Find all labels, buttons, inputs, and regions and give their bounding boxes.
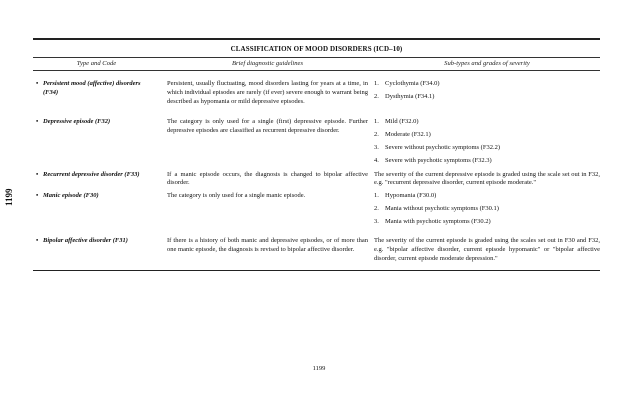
table-title: CLASSIFICATION OF MOOD DISORDERS (ICD–10) [230, 44, 403, 53]
type-label: Bipolar affective disorder (F31) [43, 237, 128, 245]
row-type [33, 237, 157, 264]
subtype-text: Mild (F32.0) [385, 117, 419, 125]
subtype-number: 2. [374, 130, 379, 138]
bottom-rule [33, 270, 600, 272]
table-row [33, 192, 600, 227]
subtype-item [374, 118, 600, 127]
row-subtypes [368, 80, 600, 107]
row-type [33, 192, 157, 227]
subtype-text: Cyclothymia (F34.0) [385, 80, 440, 88]
header-guidelines: Brief diagnostic guidelines [231, 60, 304, 68]
row-guideline: If there is a history of both manic and depressive episodes, or of more than one manic episode, the diagnosis is revised to bipolar affective disorder. [167, 237, 368, 253]
subtype-number: 3. [374, 218, 379, 226]
subtype-text: Moderate (F32.1) [385, 130, 431, 138]
subtype-number: 2. [374, 205, 379, 213]
bullet: • [36, 80, 39, 88]
subtype-item [374, 157, 600, 166]
subtype-text: Mania with psychotic symptoms (F30.2) [385, 218, 491, 226]
subtype-item [374, 144, 600, 153]
subtype-item [374, 205, 600, 214]
type-label: Recurrent depressive disorder (F33) [43, 170, 140, 178]
header-type-code: Type and Code [76, 60, 117, 68]
subtype-number: 4. [374, 156, 379, 164]
row-guideline: Persistent, usually fluctuating, mood disorders lasting for years at a time, in which individual episodes are rarely (if ever) severe enough to warrant being described as hypomania or mild depressive episodes. [167, 80, 368, 105]
column-headers [33, 57, 600, 70]
subtype-text: Dysthymia (F34.1) [385, 93, 435, 101]
subtype-number: 1. [374, 117, 379, 125]
subtype-item [374, 80, 600, 89]
bullet: • [36, 117, 39, 125]
subtype-number: 3. [374, 143, 379, 151]
row-type [33, 171, 157, 189]
subtype-item [374, 192, 600, 201]
type-label: Manic episode (F30) [43, 192, 99, 200]
table-row [33, 118, 600, 166]
subtype-text: Severe without psychotic symptoms (F32.2) [385, 143, 501, 151]
subtype-text: Severe with psychotic symptoms (F32.3) [385, 156, 492, 164]
subtype-number: 1. [374, 192, 379, 200]
row-guideline: If a manic episode occurs, the diagnosis is changed to bipolar affective disorder. [167, 170, 368, 187]
row-type [33, 118, 157, 166]
row-guideline: The category is only used for a single manic episode. [167, 192, 306, 200]
table-row [33, 171, 600, 189]
side-page-number: 1199 [4, 188, 14, 206]
subtype-number: 2. [374, 93, 379, 101]
header-rule [33, 70, 600, 71]
bullet: • [36, 170, 39, 178]
bullet: • [36, 237, 39, 245]
subtype-text: Hypomania (F30.0) [385, 192, 437, 200]
page-number: 1199 [312, 365, 326, 372]
row-subtypes [368, 118, 600, 166]
subtype-text: Mania without psychotic symptoms (F30.1) [385, 205, 499, 213]
subtype-item [374, 93, 600, 102]
type-label: Persistent mood (affective) disorders (F34) [43, 80, 141, 97]
table-row [33, 237, 600, 264]
row-subtypes [368, 192, 600, 227]
row-subtypes-text: The severity of the current depressive episode is graded using the scale set out in F32, e.g. "recurrent depressive disorder, current episode moderate." [374, 170, 600, 187]
row-guideline: The category is only used for a single (first) depressive episode. Further depressive episodes are classified as recurrent depressive disorder. [167, 117, 368, 134]
type-label: Depressive episode (F32) [43, 117, 111, 125]
subtype-number: 1. [374, 80, 379, 88]
row-type [33, 80, 157, 107]
mood-disorders-table [33, 38, 600, 271]
table-row [33, 80, 600, 107]
subtype-item [374, 131, 600, 140]
row-subtypes-text: The severity of the current episode is graded using the scales set out in F30 and F32, e.g. "bipolar affective disorder, current episode hypomanic" or "bipolar affective disorder, current episode moderate depression." [374, 237, 600, 262]
bullet: • [36, 192, 39, 200]
header-subtypes: Sub-types and grades of severity [444, 60, 530, 68]
subtype-item [374, 218, 600, 227]
